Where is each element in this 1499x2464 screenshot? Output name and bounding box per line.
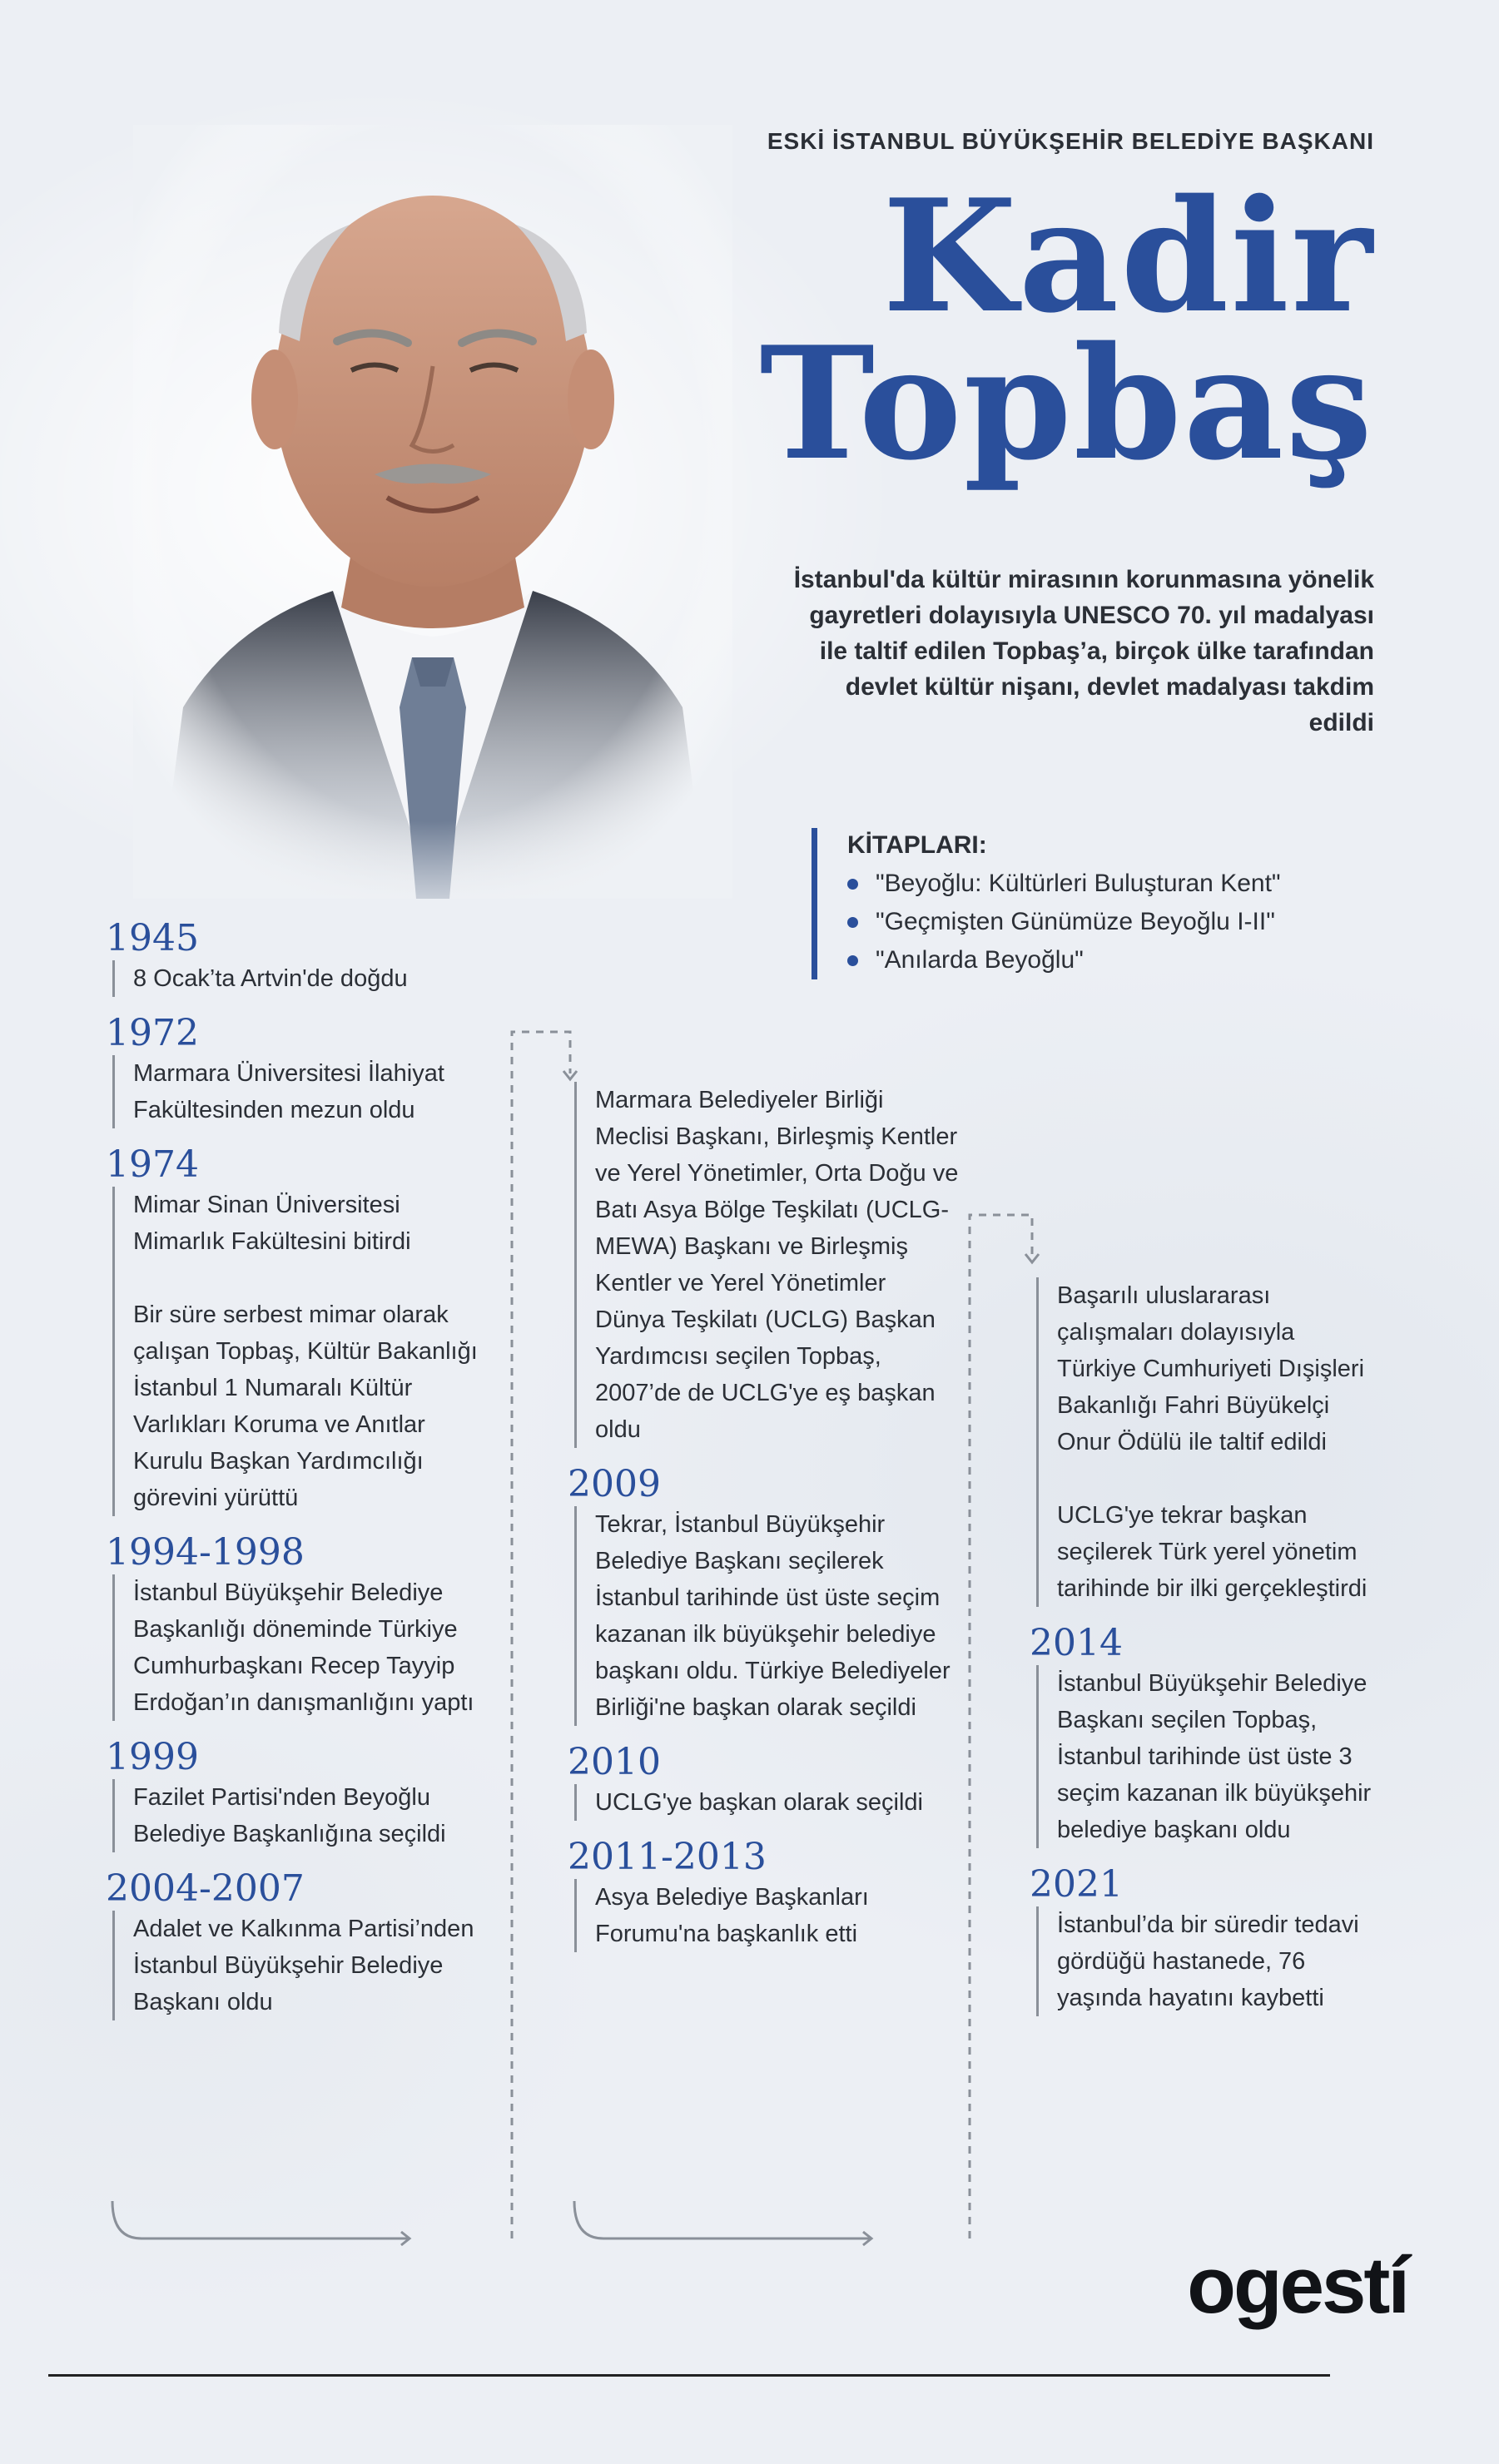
- timeline-column-2: [568, 1082, 959, 1952]
- timeline-entry: [106, 1531, 497, 1721]
- timeline-entry: [568, 1836, 959, 1952]
- timeline-paragraph: Başarılı uluslararası çalışmaları dolayısıyla Türkiye Cumhuriyeti Dışişleri Bakanlığı Fahri Büyükelçi Onur Ödülü ile taltif edildi: [1057, 1282, 1365, 1455]
- books-section: [812, 828, 1430, 979]
- brand-logo: ogestí: [1187, 2241, 1407, 2330]
- timeline-text: 8 Ocak’ta Artvin'de doğdu: [112, 960, 497, 997]
- timeline-text: İstanbul Büyükşehir Belediye Başkanı seçilen Topbaş, İstanbul tarihinde üst üste 3 seçim kazanan ilk büyükşehir belediye başkanı oldu: [1036, 1665, 1379, 1848]
- timeline-text: Marmara Belediyeler Birliği Meclisi Başkanı, Birleşmiş Kentler ve Yerel Yönetimler, Orta Doğu ve Batı Asya Bölge Teşkilatı (UCLG-MEWA) Başkanı ve Birleşmiş Kentler ve Yerel Yönetimler Dünya Teşkilatı (UCLG) Başkan Yardımcısı seçilen Topbaş, 2007’de de UCLG'ye eş başkan oldu: [574, 1082, 959, 1448]
- timeline-text: Fazilet Partisi'nden Beyoğlu Belediye Başkanlığına seçildi: [112, 1779, 497, 1852]
- timeline-text: İstanbul Büyükşehir Belediye Başkanlığı döneminde Türkiye Cumhurbaşkanı Recep Tayyip Erdoğan’ın danışmanlığını yaptı: [112, 1574, 497, 1721]
- books-title: KİTAPLARI:: [847, 831, 987, 859]
- timeline-year: 2010: [568, 1741, 661, 1783]
- timeline-year: 2021: [1030, 1863, 1123, 1906]
- timeline-entry: [568, 1082, 959, 1448]
- timeline-text: [1036, 1277, 1379, 1607]
- bullet-icon: [847, 955, 858, 966]
- arrow-down-icon: [563, 1071, 577, 1079]
- timeline-paragraph: Bir süre serbest mimar olarak çalışan Topbaş, Kültür Bakanlığı İstanbul 1 Numaralı Kültür Varlıkları Koruma ve Anıtlar Kurulu Başkan Yardımcılığı görevini yürüttü: [133, 1301, 478, 1511]
- timeline-column-3: [1030, 1277, 1379, 2016]
- timeline-year: 1945: [106, 917, 199, 959]
- timeline-year: 2009: [568, 1463, 661, 1505]
- timeline-text: UCLG'ye başkan olarak seçildi: [574, 1784, 959, 1821]
- name-line-1: Kadir: [882, 165, 1374, 347]
- timeline-paragraph: Mimar Sinan Üniversitesi Mimarlık Fakültesini bitirdi: [133, 1192, 411, 1255]
- timeline-column-1: [106, 917, 497, 2020]
- book-item: "Geçmişten Günümüze Beyoğlu I-II": [847, 903, 1430, 941]
- book-item: "Anılarda Beyoğlu": [847, 941, 1430, 979]
- timeline-entry: [1030, 1622, 1379, 1848]
- header-subtitle: ESKİ İSTANBUL BÜYÜKŞEHİR BELEDİYE BAŞKANI: [767, 128, 1374, 154]
- timeline-entry: [568, 1463, 959, 1726]
- timeline-entry: [1030, 1277, 1379, 1607]
- timeline-text: Asya Belediye Başkanları Forumu'na başkanlık etti: [574, 1879, 959, 1952]
- timeline-text: [112, 1187, 497, 1516]
- timeline-entry: [106, 917, 497, 997]
- bullet-icon: [847, 879, 858, 890]
- timeline-year: 1972: [106, 1012, 199, 1054]
- connector-solid: [574, 2201, 870, 2238]
- arrow-right-icon: [401, 2232, 409, 2245]
- timeline-entry: [106, 1867, 497, 2020]
- timeline-year: 2004-2007: [106, 1867, 305, 1910]
- timeline-entry: [106, 1143, 497, 1516]
- footer-divider: [48, 2374, 1330, 2377]
- person-name: [759, 165, 1374, 494]
- timeline-year: 1994-1998: [106, 1531, 305, 1574]
- timeline-text: İstanbul’da bir süredir tedavi gördüğü hastanede, 76 yaşında hayatını kaybetti: [1036, 1906, 1379, 2016]
- timeline-year: 1999: [106, 1736, 199, 1778]
- book-item: "Beyoğlu: Kültürleri Buluşturan Kent": [847, 865, 1430, 903]
- arrow-down-icon: [1025, 1254, 1039, 1262]
- timeline-year: 2011-2013: [568, 1836, 767, 1878]
- portrait-photo: [133, 125, 732, 899]
- timeline-entry: [106, 1736, 497, 1852]
- timeline-entry: [1030, 1863, 1379, 2016]
- intro-text: İstanbul'da kültür mirasının korunmasına yönelik gayretleri dolayısıyla UNESCO 70. yıl madalyası ile taltif edilen Topbaş’a, birçok ülke tarafından devlet kültür nişanı, devlet madalyası takdim edildi: [793, 566, 1374, 736]
- name-line-2: Topbaş: [759, 311, 1374, 494]
- timeline-year: 1974: [106, 1143, 199, 1186]
- timeline-text: Tekrar, İstanbul Büyükşehir Belediye Başkanı seçilerek İstanbul tarihinde üst üste seçim kazanan ilk büyükşehir belediye başkanı oldu. Türkiye Belediyeler Birliği'ne başkan olarak seçildi: [574, 1506, 959, 1726]
- timeline-entry: [568, 1741, 959, 1821]
- timeline-text: Adalet ve Kalkınma Partisi’nden İstanbul Büyükşehir Belediye Başkanı oldu: [112, 1911, 497, 2020]
- timeline-year: 2014: [1030, 1622, 1123, 1664]
- connector-dashed: [512, 1032, 570, 2238]
- books-list: [847, 865, 1430, 979]
- timeline-text: Marmara Üniversitesi İlahiyat Fakültesinden mezun oldu: [112, 1055, 497, 1128]
- arrow-right-icon: [863, 2232, 871, 2245]
- connector-dashed: [970, 1215, 1032, 2238]
- bullet-icon: [847, 917, 858, 928]
- timeline-entry: [106, 1012, 497, 1128]
- timeline-paragraph: UCLG'ye tekrar başkan seçilerek Türk yerel yönetim tarihinde bir ilki gerçekleştirdi: [1057, 1502, 1367, 1602]
- connector-solid: [112, 2201, 408, 2238]
